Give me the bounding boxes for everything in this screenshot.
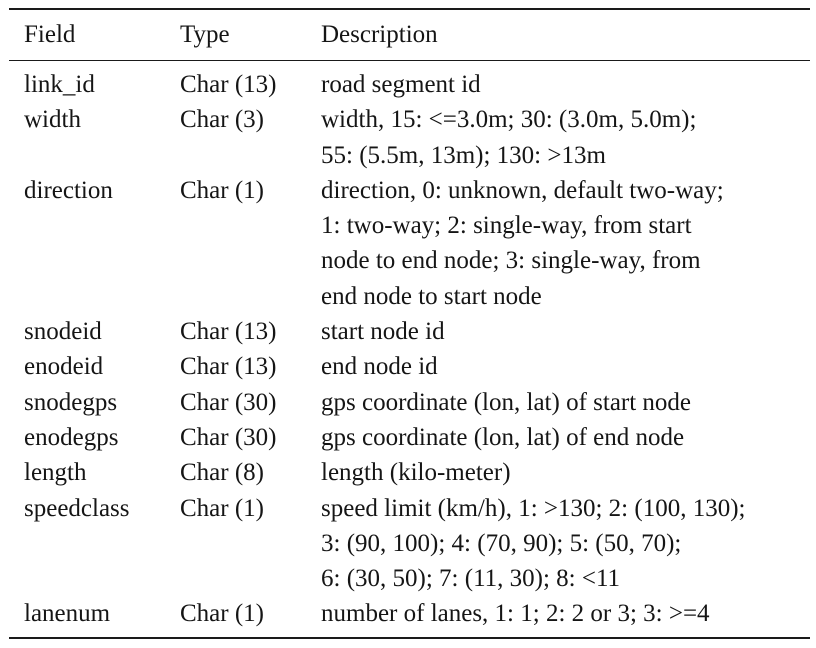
description-line: 55: (5.5m, 13m); 130: >13m (321, 141, 606, 169)
description-cell (321, 491, 745, 597)
table-row (0, 491, 816, 597)
description-cell (321, 420, 684, 455)
type-cell: Char (3) (180, 106, 264, 134)
type-cell: Char (13) (180, 71, 277, 98)
description-line: number of lanes, 1: 1; 2: 2 or 3; 3: >=4 (321, 600, 710, 628)
description-cell (321, 349, 438, 384)
description-line: 1: two-way; 2: single-way, from start (321, 212, 692, 240)
type-cell: Char (1) (180, 600, 264, 628)
type-cell: Char (1) (180, 494, 264, 522)
table-bottom-rule (9, 637, 810, 639)
header-description: Description (321, 21, 438, 48)
description-line: gps coordinate (lon, lat) of end node (321, 423, 685, 451)
description-line: end node to start node (321, 282, 542, 310)
table-row (0, 102, 816, 173)
table-row (0, 596, 816, 631)
field-cell: direction (24, 176, 113, 204)
table-row (0, 314, 816, 349)
table-top-rule (9, 8, 810, 10)
description-cell (321, 385, 691, 420)
description-cell (321, 455, 511, 490)
table-row (0, 349, 816, 384)
description-line: node to end node; 3: single-way, from (321, 247, 701, 275)
type-cell: Char (13) (180, 318, 277, 346)
field-cell: link_id (24, 71, 95, 98)
table-row (0, 67, 816, 102)
header-field: Field (24, 21, 76, 48)
description-cell (321, 314, 445, 349)
description-cell (321, 102, 696, 173)
description-line: length (kilo-meter) (321, 459, 511, 487)
table-row (0, 420, 816, 455)
description-line: direction, 0: unknown, default two-way; (321, 176, 724, 204)
field-cell: speedclass (24, 494, 130, 522)
field-cell: enodeid (24, 353, 104, 381)
field-cell: length (24, 459, 87, 487)
description-line: end node id (321, 353, 438, 381)
description-line: start node id (321, 318, 445, 346)
table-row (0, 173, 816, 314)
description-cell (321, 173, 724, 314)
description-cell (321, 596, 710, 631)
field-cell: lanenum (24, 600, 111, 628)
table-row (0, 455, 816, 490)
description-line: 6: (30, 50); 7: (11, 30); 8: <11 (321, 565, 621, 593)
type-cell: Char (8) (180, 459, 264, 487)
type-cell: Char (30) (180, 388, 277, 416)
type-cell: Char (1) (180, 176, 264, 204)
type-cell: Char (13) (180, 353, 277, 381)
description-line: width, 15: <=3.0m; 30: (3.0m, 5.0m); (321, 106, 697, 134)
table-header-rule (9, 60, 810, 61)
field-cell: width (24, 106, 81, 134)
header-type: Type (180, 21, 230, 48)
description-cell (321, 67, 481, 102)
type-cell: Char (30) (180, 423, 277, 451)
table-header (0, 17, 816, 53)
description-line: 3: (90, 100); 4: (70, 90); 5: (50, 70); (321, 529, 682, 557)
table-row (0, 385, 816, 420)
description-line: gps coordinate (lon, lat) of start node (321, 388, 692, 416)
field-cell: snodegps (24, 388, 118, 416)
description-line: speed limit (km/h), 1: >130; 2: (100, 130); (321, 494, 746, 522)
description-line: road segment id (321, 71, 481, 98)
field-cell: snodeid (24, 318, 102, 346)
field-cell: enodegps (24, 423, 119, 451)
table-body (0, 67, 816, 632)
